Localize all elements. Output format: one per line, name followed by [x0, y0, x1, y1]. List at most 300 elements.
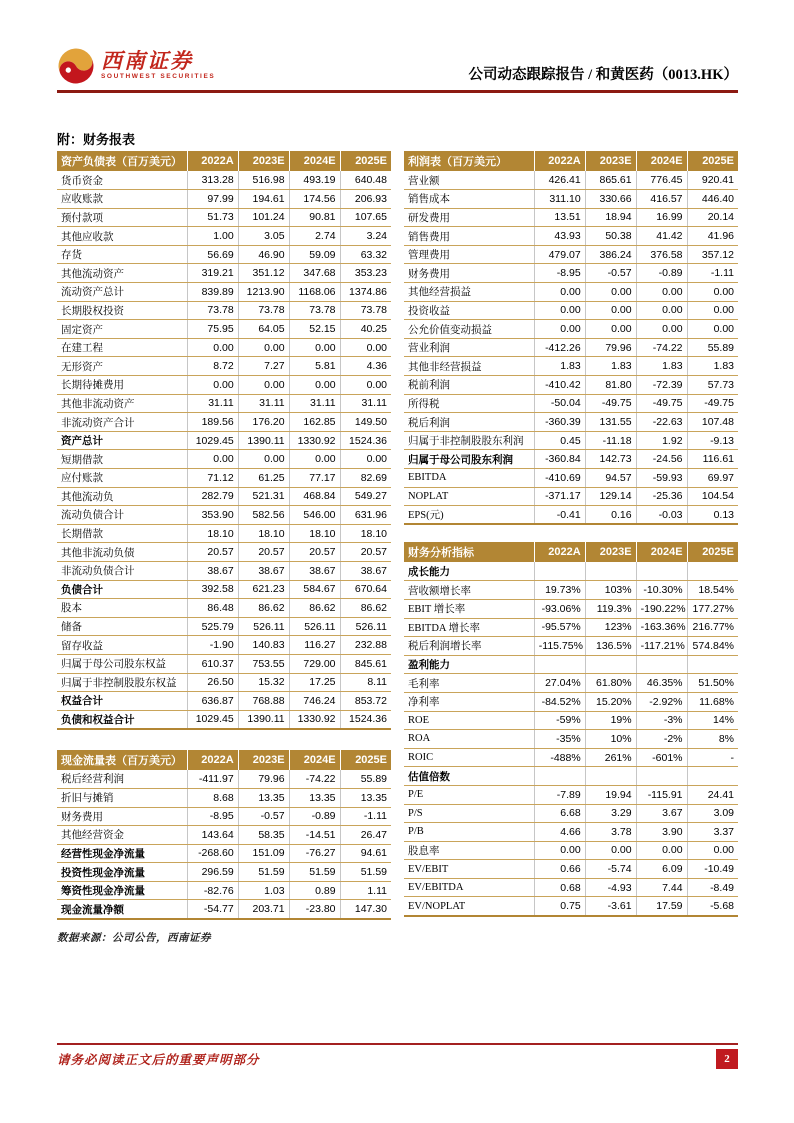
row-value: [636, 767, 687, 786]
row-value: -0.41: [534, 506, 585, 525]
southwest-securities-logo-icon: [57, 47, 95, 85]
table-row: [404, 748, 738, 767]
brand-logo: [57, 47, 215, 85]
row-value: -3.61: [585, 897, 636, 916]
row-value: -268.60: [187, 844, 238, 863]
table-row: [57, 561, 391, 580]
row-label: 营收额增长率: [404, 581, 534, 600]
table-row: [404, 208, 738, 227]
table-header-row: [57, 151, 391, 171]
row-value: 1390.11: [238, 710, 289, 729]
row-value: 526.11: [289, 617, 340, 636]
row-value: -5.74: [585, 860, 636, 879]
row-value: 0.89: [289, 881, 340, 900]
table-row: [404, 618, 738, 637]
row-label: 研发费用: [404, 208, 534, 227]
column-header: 2024E: [289, 151, 340, 171]
row-label: EV/NOPLAT: [404, 897, 534, 916]
table-row: [57, 413, 391, 432]
row-label: 归属于非控制股股东权益: [57, 673, 187, 692]
row-value: -22.63: [636, 413, 687, 432]
table-row: [57, 543, 391, 562]
row-value: -72.39: [636, 376, 687, 395]
row-value: 116.27: [289, 636, 340, 655]
row-value: 631.96: [340, 506, 391, 525]
row-label: 其他非流动资产: [57, 394, 187, 413]
row-value: 206.93: [340, 190, 391, 209]
row-value: 0.00: [289, 376, 340, 395]
row-value: 31.11: [289, 394, 340, 413]
row-value: -76.27: [289, 844, 340, 863]
row-label: EV/EBITDA: [404, 878, 534, 897]
row-value: 73.78: [187, 301, 238, 320]
row-value: 38.67: [238, 561, 289, 580]
table-row: [57, 599, 391, 618]
row-value: 0.00: [636, 283, 687, 302]
row-value: 7.44: [636, 878, 687, 897]
row-value: 14%: [687, 711, 738, 730]
row-value: -0.03: [636, 506, 687, 525]
row-value: 177.27%: [687, 599, 738, 618]
row-label: 流动资产总计: [57, 283, 187, 302]
income-statement-table: [404, 151, 738, 525]
row-value: 64.05: [238, 320, 289, 339]
row-value: -2.92%: [636, 692, 687, 711]
row-value: [687, 562, 738, 581]
row-value: 3.67: [636, 804, 687, 823]
table-row: [404, 655, 738, 674]
table-row: [404, 692, 738, 711]
row-label: 管理费用: [404, 245, 534, 264]
row-value: 107.48: [687, 413, 738, 432]
row-value: 86.62: [238, 599, 289, 618]
row-value: 1.00: [187, 227, 238, 246]
column-header: 2025E: [687, 542, 738, 562]
row-value: 3.90: [636, 823, 687, 842]
row-value: [687, 767, 738, 786]
row-value: 142.73: [585, 450, 636, 469]
row-value: 26.50: [187, 673, 238, 692]
row-label: 投资性现金净流量: [57, 863, 187, 882]
row-value: 1.03: [238, 881, 289, 900]
row-value: 151.09: [238, 844, 289, 863]
column-header: 2023E: [585, 151, 636, 171]
row-label: EBITDA 增长率: [404, 618, 534, 637]
row-value: 865.61: [585, 171, 636, 190]
column-header: 2024E: [636, 151, 687, 171]
row-value: 479.07: [534, 245, 585, 264]
row-value: 107.65: [340, 208, 391, 227]
row-value: 203.71: [238, 900, 289, 919]
row-value: -74.22: [636, 338, 687, 357]
row-value: 0.00: [585, 301, 636, 320]
row-value: 311.10: [534, 190, 585, 209]
row-value: 610.37: [187, 654, 238, 673]
row-value: -410.42: [534, 376, 585, 395]
table-row: [404, 711, 738, 730]
row-value: 0.00: [238, 376, 289, 395]
row-value: -50.04: [534, 394, 585, 413]
row-label: 成长能力: [404, 562, 534, 581]
row-value: 58.35: [238, 826, 289, 845]
table-row: [57, 654, 391, 673]
row-value: 10%: [585, 730, 636, 749]
row-value: 0.00: [636, 320, 687, 339]
row-value: 116.61: [687, 450, 738, 469]
column-header: 2024E: [289, 750, 340, 770]
row-label: 税前利润: [404, 376, 534, 395]
row-value: -11.18: [585, 431, 636, 450]
row-value: 97.99: [187, 190, 238, 209]
row-value: -117.21%: [636, 637, 687, 656]
row-label: 资产总计: [57, 431, 187, 450]
row-value: 386.24: [585, 245, 636, 264]
table-row: [57, 245, 391, 264]
row-value: 75.95: [187, 320, 238, 339]
table-row: [57, 788, 391, 807]
row-value: -59%: [534, 711, 585, 730]
row-label: 所得税: [404, 394, 534, 413]
row-value: 174.56: [289, 190, 340, 209]
row-value: -115.75%: [534, 637, 585, 656]
row-value: 0.00: [534, 283, 585, 302]
row-value: 20.57: [238, 543, 289, 562]
row-value: 3.37: [687, 823, 738, 842]
table-row: [404, 506, 738, 525]
row-value: 136.5%: [585, 637, 636, 656]
row-value: 13.35: [340, 788, 391, 807]
row-value: 31.11: [340, 394, 391, 413]
row-value: 416.57: [636, 190, 687, 209]
row-value: 1524.36: [340, 431, 391, 450]
row-label: 销售费用: [404, 227, 534, 246]
row-label: 应收账款: [57, 190, 187, 209]
row-value: -: [687, 748, 738, 767]
row-value: -412.26: [534, 338, 585, 357]
row-label: P/S: [404, 804, 534, 823]
row-value: 8.11: [340, 673, 391, 692]
row-value: 0.13: [687, 506, 738, 525]
row-value: 18.10: [340, 524, 391, 543]
row-value: 853.72: [340, 692, 391, 711]
table-row: [404, 357, 738, 376]
row-value: -5.68: [687, 897, 738, 916]
row-value: [585, 767, 636, 786]
row-value: 0.00: [687, 283, 738, 302]
row-value: -1.90: [187, 636, 238, 655]
row-label: 现金流量净额: [57, 900, 187, 919]
table-row: [57, 301, 391, 320]
row-value: 20.14: [687, 208, 738, 227]
left-column: [57, 151, 391, 945]
table-row: [404, 860, 738, 879]
row-value: 26.47: [340, 826, 391, 845]
row-value: 8.68: [187, 788, 238, 807]
row-value: 1.11: [340, 881, 391, 900]
row-value: 31.11: [187, 394, 238, 413]
row-label: 短期借款: [57, 450, 187, 469]
row-value: -74.22: [289, 770, 340, 789]
row-label: 投资收益: [404, 301, 534, 320]
row-value: 392.58: [187, 580, 238, 599]
row-value: 16.99: [636, 208, 687, 227]
row-value: 51.59: [289, 863, 340, 882]
row-value: 18.54%: [687, 581, 738, 600]
row-value: 1.92: [636, 431, 687, 450]
row-label: P/B: [404, 823, 534, 842]
table-title: 利润表（百万美元）: [404, 151, 534, 171]
table-row: [57, 524, 391, 543]
row-label: 非流动资产合计: [57, 413, 187, 432]
row-value: 525.79: [187, 617, 238, 636]
row-value: 0.00: [585, 841, 636, 860]
row-value: -411.97: [187, 770, 238, 789]
row-label: 长期借款: [57, 524, 187, 543]
row-value: 1390.11: [238, 431, 289, 450]
row-value: 123%: [585, 618, 636, 637]
row-value: -371.17: [534, 487, 585, 506]
row-value: [636, 562, 687, 581]
row-value: 38.67: [187, 561, 238, 580]
footer-disclaimer: 请务必阅读正文后的重要声明部分: [57, 1053, 260, 1067]
row-value: 94.57: [585, 469, 636, 488]
financial-analysis-table: [404, 542, 738, 916]
row-value: 2.74: [289, 227, 340, 246]
row-label: 留存收益: [57, 636, 187, 655]
row-value: 147.30: [340, 900, 391, 919]
row-value: 0.00: [636, 841, 687, 860]
row-value: 20.57: [187, 543, 238, 562]
row-value: 55.89: [687, 338, 738, 357]
table-row: [404, 841, 738, 860]
row-value: 51.73: [187, 208, 238, 227]
page-header: [57, 44, 738, 93]
row-value: -14.51: [289, 826, 340, 845]
row-value: 0.00: [534, 301, 585, 320]
table-row: [404, 674, 738, 693]
row-value: 0.00: [636, 301, 687, 320]
row-value: -410.69: [534, 469, 585, 488]
row-label: 其他经营损益: [404, 283, 534, 302]
row-value: 446.40: [687, 190, 738, 209]
row-label: 无形资产: [57, 357, 187, 376]
row-value: 79.96: [585, 338, 636, 357]
row-value: 19%: [585, 711, 636, 730]
row-value: 516.98: [238, 171, 289, 190]
row-value: 0.66: [534, 860, 585, 879]
row-value: 143.64: [187, 826, 238, 845]
cash-flow-table: [57, 750, 391, 920]
table-row: [57, 506, 391, 525]
row-value: 41.96: [687, 227, 738, 246]
row-label: 财务费用: [404, 264, 534, 283]
row-value: 330.66: [585, 190, 636, 209]
row-label: ROA: [404, 730, 534, 749]
table-row: [57, 580, 391, 599]
row-value: 8%: [687, 730, 738, 749]
row-value: 0.00: [187, 338, 238, 357]
row-value: 526.11: [238, 617, 289, 636]
row-value: 46.35%: [636, 674, 687, 693]
row-value: 189.56: [187, 413, 238, 432]
row-label: EBIT 增长率: [404, 599, 534, 618]
row-label: 财务费用: [57, 807, 187, 826]
row-value: 86.48: [187, 599, 238, 618]
table-row: [57, 863, 391, 882]
row-value: 1.83: [534, 357, 585, 376]
row-value: [687, 655, 738, 674]
table-header-row: [404, 151, 738, 171]
row-value: 82.69: [340, 469, 391, 488]
row-value: 376.58: [636, 245, 687, 264]
row-value: 104.54: [687, 487, 738, 506]
row-value: 103%: [585, 581, 636, 600]
row-value: 56.69: [187, 245, 238, 264]
table-row: [57, 320, 391, 339]
row-label: 税后利润: [404, 413, 534, 432]
table-row: [57, 283, 391, 302]
table-row: [404, 730, 738, 749]
table-row: [404, 283, 738, 302]
row-label: EV/EBIT: [404, 860, 534, 879]
row-value: 129.14: [585, 487, 636, 506]
table-row: [57, 636, 391, 655]
row-label: 流动负债合计: [57, 506, 187, 525]
row-value: 1029.45: [187, 710, 238, 729]
row-value: -59.93: [636, 469, 687, 488]
table-header-row: [57, 750, 391, 770]
row-value: 0.00: [289, 450, 340, 469]
row-value: 0.00: [238, 338, 289, 357]
row-value: 526.11: [340, 617, 391, 636]
row-label: ROE: [404, 711, 534, 730]
column-header: 2022A: [187, 151, 238, 171]
brand-name-cn: 西南证券: [101, 49, 193, 74]
row-value: 51.59: [238, 863, 289, 882]
row-value: 52.15: [289, 320, 340, 339]
row-value: 729.00: [289, 654, 340, 673]
row-value: [585, 562, 636, 581]
row-value: 426.41: [534, 171, 585, 190]
table-row: [404, 804, 738, 823]
table-row: [57, 469, 391, 488]
row-value: 521.31: [238, 487, 289, 506]
row-value: 1330.92: [289, 431, 340, 450]
row-label: 股息率: [404, 841, 534, 860]
row-value: -2%: [636, 730, 687, 749]
row-value: 0.00: [585, 283, 636, 302]
row-value: 3.29: [585, 804, 636, 823]
table-row: [404, 878, 738, 897]
row-value: 194.61: [238, 190, 289, 209]
row-value: -7.89: [534, 785, 585, 804]
row-value: 0.00: [187, 450, 238, 469]
balance-sheet-table: [57, 151, 391, 730]
table-row: [404, 823, 738, 842]
row-value: 31.11: [238, 394, 289, 413]
row-value: 86.62: [289, 599, 340, 618]
row-value: 1.83: [585, 357, 636, 376]
row-value: 18.10: [238, 524, 289, 543]
row-value: 232.88: [340, 636, 391, 655]
row-label: 负债和权益合计: [57, 710, 187, 729]
row-label: 固定资产: [57, 320, 187, 339]
table-row: [57, 376, 391, 395]
row-value: -24.56: [636, 450, 687, 469]
row-value: 1330.92: [289, 710, 340, 729]
table-row: [404, 320, 738, 339]
row-value: [534, 562, 585, 581]
row-value: 582.56: [238, 506, 289, 525]
row-label: ROIC: [404, 748, 534, 767]
row-label: 其他非流动负债: [57, 543, 187, 562]
table-row: [404, 469, 738, 488]
row-value: 640.48: [340, 171, 391, 190]
row-value: 282.79: [187, 487, 238, 506]
row-value: 313.28: [187, 171, 238, 190]
row-value: -360.84: [534, 450, 585, 469]
row-label: 其他非经营损益: [404, 357, 534, 376]
row-label: 公允价值变动损益: [404, 320, 534, 339]
row-value: 468.84: [289, 487, 340, 506]
row-value: 546.00: [289, 506, 340, 525]
table-row: [404, 581, 738, 600]
row-value: 71.12: [187, 469, 238, 488]
row-value: 1.83: [687, 357, 738, 376]
table-row: [57, 807, 391, 826]
row-label: 长期股权投资: [57, 301, 187, 320]
row-value: 357.12: [687, 245, 738, 264]
row-value: 119.3%: [585, 599, 636, 618]
row-value: 753.55: [238, 654, 289, 673]
row-label: EPS(元): [404, 506, 534, 525]
row-value: 38.67: [289, 561, 340, 580]
column-header: 2025E: [687, 151, 738, 171]
row-label: 存货: [57, 245, 187, 264]
row-value: 584.67: [289, 580, 340, 599]
table-row: [57, 394, 391, 413]
column-header: 2025E: [340, 151, 391, 171]
row-value: 1.83: [636, 357, 687, 376]
table-row: [404, 487, 738, 506]
row-value: 18.10: [187, 524, 238, 543]
row-value: 0.00: [340, 338, 391, 357]
row-value: 1524.36: [340, 710, 391, 729]
row-label: 预付款项: [57, 208, 187, 227]
row-value: 347.68: [289, 264, 340, 283]
row-value: 61.25: [238, 469, 289, 488]
row-label: 筹资性现金净流量: [57, 881, 187, 900]
row-value: 18.10: [289, 524, 340, 543]
row-label: 归属于非控制股股东利润: [404, 431, 534, 450]
table-row: [404, 245, 738, 264]
row-value: 90.81: [289, 208, 340, 227]
row-value: -4.93: [585, 878, 636, 897]
row-label: 估值倍数: [404, 767, 534, 786]
report-title: 公司动态跟踪报告 / 和黄医药（0013.HK）: [468, 67, 738, 83]
row-value: 845.61: [340, 654, 391, 673]
row-value: -8.49: [687, 878, 738, 897]
row-value: -3%: [636, 711, 687, 730]
column-header: 2022A: [534, 151, 585, 171]
row-value: 101.24: [238, 208, 289, 227]
row-label: 其他流动负: [57, 487, 187, 506]
row-value: 20.57: [340, 543, 391, 562]
table-row: [404, 171, 738, 190]
row-value: 1213.90: [238, 283, 289, 302]
row-label: 权益合计: [57, 692, 187, 711]
row-value: 3.78: [585, 823, 636, 842]
